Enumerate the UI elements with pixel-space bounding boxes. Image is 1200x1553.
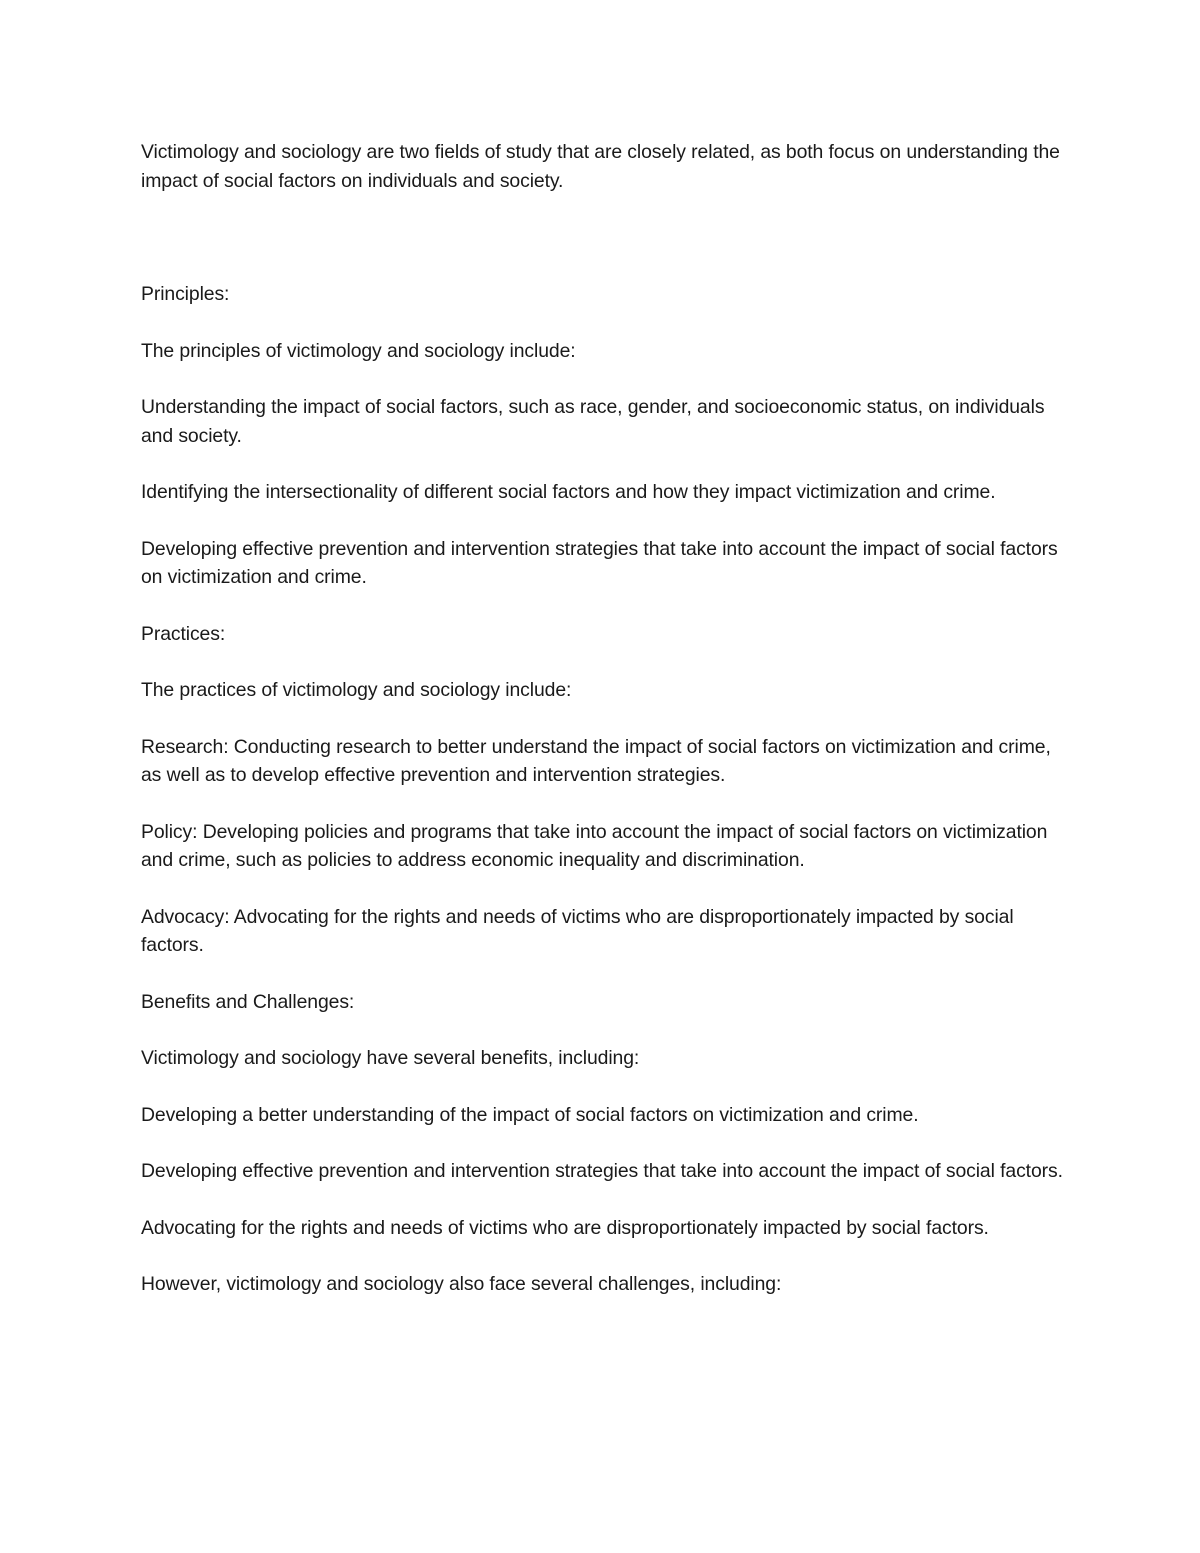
practice-item: Policy: Developing policies and programs that take into account the impact of social factors on victimization and crime, such as policies to address economic inequality and discrimination. bbox=[141, 820, 1048, 871]
document-body bbox=[141, 138, 1071, 1299]
practice-item: Research: Conducting research to better understand the impact of social factors on victimization and crime, as well as to develop effective prevention and intervention strategies. bbox=[141, 735, 1051, 786]
principles-heading: Principles: bbox=[141, 283, 230, 305]
challenges-intro: However, victimology and sociology also face several challenges, including: bbox=[141, 1273, 782, 1295]
principle-item: Developing effective prevention and intervention strategies that take into account the impact of social factors on victimization and crime. bbox=[141, 537, 1058, 588]
benefits-heading: Benefits and Challenges: bbox=[141, 990, 355, 1013]
benefit-item: Developing a better understanding of the impact of social factors on victimization and crime. bbox=[141, 1103, 919, 1126]
principles-intro: The principles of victimology and sociology include: bbox=[141, 339, 576, 362]
practices-heading: Practices: bbox=[141, 622, 226, 645]
intro-paragraph: Victimology and sociology are two fields of study that are closely related, as both focus on understanding the impact of social factors on individuals and society. bbox=[141, 141, 1060, 192]
benefit-item: Developing effective prevention and intervention strategies that take into account the impact of social factors. bbox=[141, 1160, 1063, 1182]
practice-item: Advocacy: Advocating for the rights and needs of victims who are disproportionately impacted by social factors. bbox=[141, 905, 1014, 956]
principle-item: Identifying the intersectionality of different social factors and how they impact victimization and crime. bbox=[141, 481, 996, 503]
practices-intro: The practices of victimology and sociology include: bbox=[141, 679, 572, 701]
benefits-intro: Victimology and sociology have several benefits, including: bbox=[141, 1047, 640, 1069]
principle-item: Understanding the impact of social factors, such as race, gender, and socioeconomic status, on individuals and society. bbox=[141, 396, 1045, 447]
benefit-item: Advocating for the rights and needs of victims who are disproportionately impacted by social factors. bbox=[141, 1216, 989, 1239]
